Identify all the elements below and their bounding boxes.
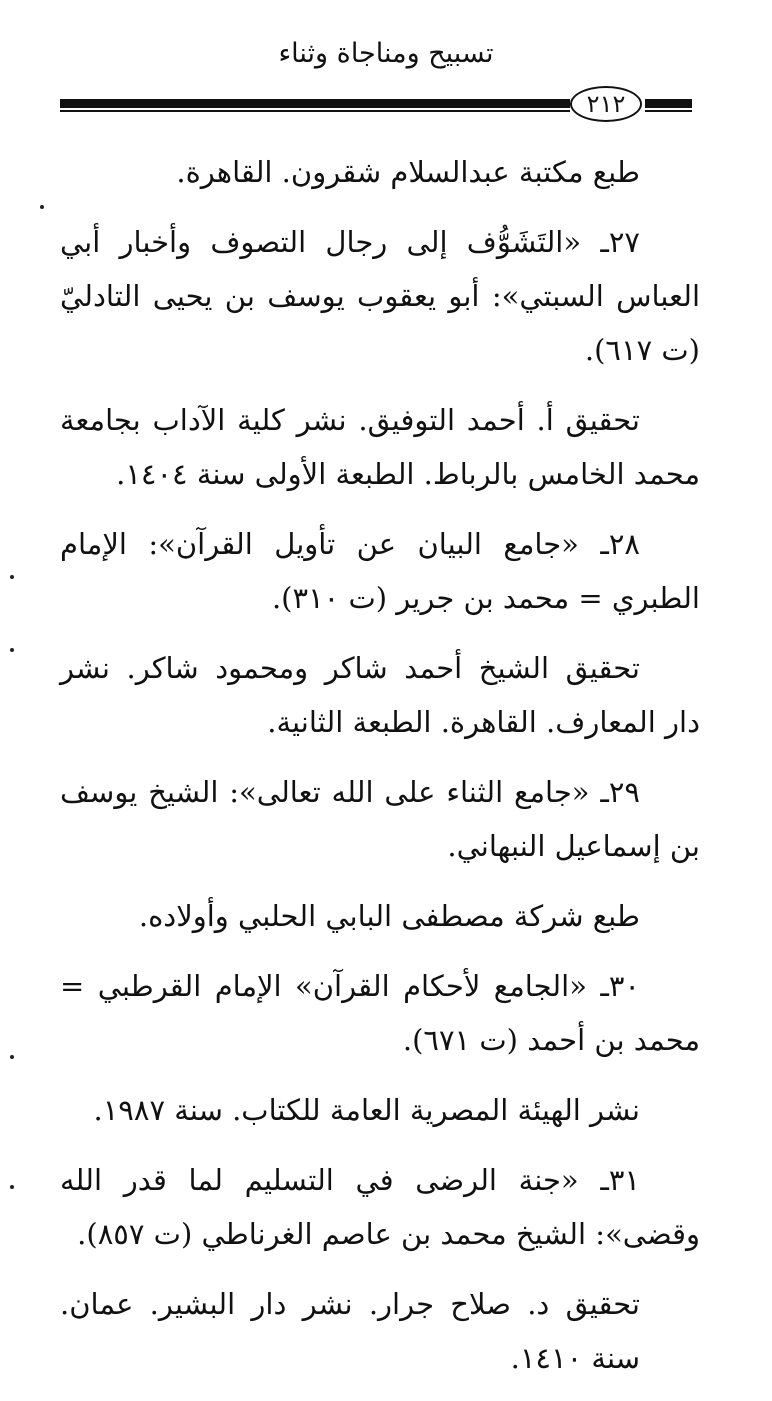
bib-paragraph: طبع شركة مصطفى البابي الحلبي وأولاده.	[138, 899, 640, 933]
bib-paragraph: ٢٧ـ «التَشَوُّف إلى رجال التصوف وأخبار أبي العباس السبتي»: أبو يعقوب يوسف بن يحيى التادليّ (ت ٦١٧).	[60, 225, 700, 367]
bib-paragraph: تحقيق أ. أحمد التوفيق. نشر كلية الآداب بجامعة محمد الخامس بالرباط. الطبعة الأولى سنة ١٤٠٤.	[60, 403, 700, 491]
header-rule	[60, 84, 692, 124]
scan-speck	[10, 1185, 14, 1189]
bib-paragraph: ٢٩ـ «جامع الثناء على الله تعالى»: الشيخ يوسف بن إسماعيل النبهاني.	[60, 775, 700, 863]
bibliography-list	[60, 145, 700, 1401]
bib-paragraph: تحقيق الشيخ أحمد شاكر ومحمود شاكر. نشر دار المعارف. القاهرة. الطبعة الثانية.	[60, 651, 700, 739]
scan-speck	[10, 1055, 14, 1059]
bib-paragraph: ٣٠ـ «الجامع لأحكام القرآن» الإمام القرطبي = محمد بن أحمد (ت ٦٧١).	[60, 969, 700, 1057]
bib-paragraph: ٢٨ـ «جامع البيان عن تأويل القرآن»: الإمام الطبري = محمد بن جرير (ت ٣١٠).	[60, 527, 700, 615]
bib-paragraph: نشر الهيئة المصرية العامة للكتاب. سنة ١٩٨٧.	[93, 1093, 640, 1127]
bib-paragraph: ٣١ـ «جنة الرضى في التسليم لما قدر الله وقضى»: الشيخ محمد بن عاصم الغرناطي (ت ٨٥٧).	[60, 1163, 700, 1251]
scan-speck	[10, 648, 14, 652]
running-header-title: تسبيح ومناجاة وثناء	[278, 38, 494, 69]
header-rule-right	[645, 99, 692, 108]
bib-paragraph: طبع مكتبة عبدالسلام شقرون. القاهرة.	[176, 155, 640, 189]
bib-paragraph: تحقيق د. صلاح جرار. نشر دار البشير. عمان. سنة ١٤١٠.	[60, 1287, 640, 1375]
scan-speck	[10, 575, 14, 579]
page-number: ٢١٢	[570, 86, 642, 122]
scan-speck	[40, 205, 44, 209]
header-rule-left	[60, 99, 570, 108]
